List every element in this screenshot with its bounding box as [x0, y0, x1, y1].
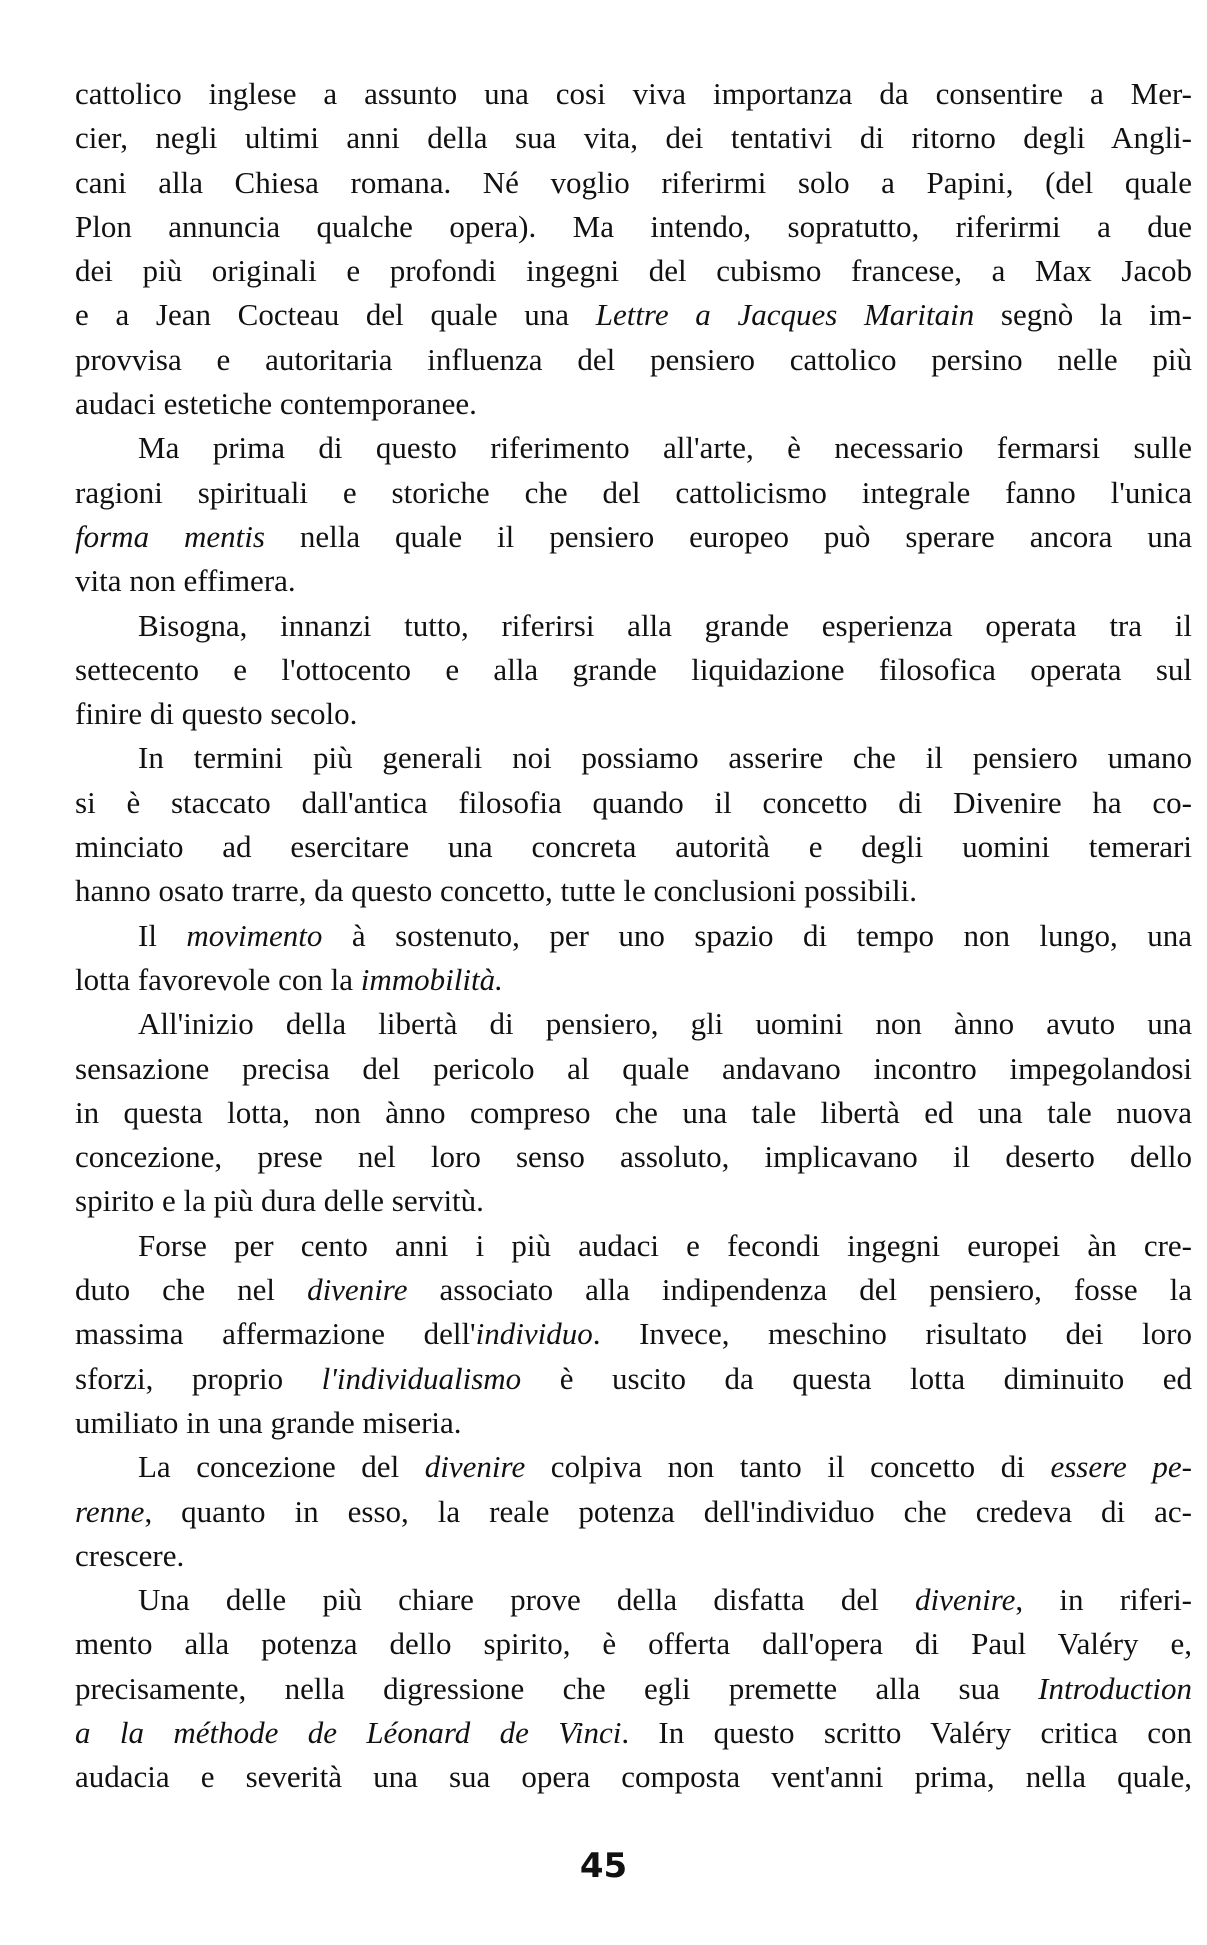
body-text: . Invece, meschino risultato dei loro	[592, 1316, 1192, 1352]
body-text: Il	[138, 917, 187, 953]
body-text: colpiva non tanto il concetto di	[525, 1449, 1051, 1485]
body-text: segnò la im-	[974, 297, 1193, 333]
body-text: si è staccato dall'antica filosofia quando il concetto di Divenire ha co-	[75, 784, 1192, 820]
body-text: Una delle più chiare prove della disfatta del	[138, 1582, 915, 1618]
italic-text: Lettre a Jacques Maritain	[595, 297, 975, 333]
body-text: duto che nel	[75, 1272, 308, 1308]
body-text: , in riferi-	[1015, 1582, 1192, 1618]
text-line	[75, 515, 1192, 559]
body-text: Bisogna, innanzi tutto, riferirsi alla grande esperienza operata tra il	[138, 607, 1192, 643]
text-line	[75, 559, 1192, 603]
italic-text: a la méthode de Léonard de Vinci	[75, 1714, 622, 1750]
text-line	[75, 72, 1192, 116]
body-text: crescere.	[75, 1537, 185, 1573]
body-text: precisamente, nella digressione che egli premette alla sua	[75, 1670, 1039, 1706]
text-line	[75, 205, 1192, 249]
body-text: massima affermazione dell'	[75, 1316, 476, 1352]
text-line	[75, 1179, 1192, 1223]
body-text: associato alla indipendenza del pensiero, fosse la	[407, 1272, 1192, 1308]
text-line	[75, 736, 1192, 780]
body-text: spirito e la più dura delle servitù.	[75, 1183, 484, 1219]
text-line	[75, 338, 1192, 382]
text-line	[75, 293, 1192, 337]
text-line	[75, 604, 1192, 648]
italic-text: individuo	[475, 1316, 593, 1352]
text-line	[75, 1224, 1192, 1268]
body-text: . In questo scritto Valéry critica con	[621, 1714, 1192, 1750]
text-line	[75, 869, 1192, 913]
text-line	[75, 648, 1192, 692]
body-text: hanno osato trarre, da questo concetto, tutte le conclusioni possibili.	[75, 873, 917, 909]
body-text: mento alla potenza dello spirito, è offerta dall'opera di Paul Valéry e,	[75, 1626, 1192, 1662]
text-line	[75, 161, 1192, 205]
body-text: La concezione del	[138, 1449, 425, 1485]
body-text: finire di questo secolo.	[75, 696, 358, 732]
text-line	[75, 1312, 1192, 1356]
body-text: minciato ad esercitare una concreta autorità e degli uomini temerari	[75, 829, 1192, 865]
body-text: vita non effimera.	[75, 563, 296, 599]
text-line	[75, 958, 1192, 1002]
body-text: cattolico inglese a assunto una cosi viva importanza da consentire a Mer-	[75, 76, 1192, 111]
body-text: All'inizio della libertà di pensiero, gli uomini non ànno avuto una	[138, 1006, 1192, 1042]
text-line	[75, 249, 1192, 293]
italic-text: Introduction	[1038, 1670, 1192, 1706]
text-line	[75, 781, 1192, 825]
italic-text: divenire	[424, 1449, 526, 1485]
body-text: cani alla Chiesa romana. Né voglio riferirmi solo a Papini, (del quale	[75, 164, 1192, 200]
text-line	[75, 1357, 1192, 1401]
text-line	[75, 1268, 1192, 1312]
body-text: lotta favorevole con la	[75, 961, 361, 997]
text-line	[75, 1622, 1192, 1666]
body-text: sensazione precisa del pericolo al quale andavano incontro impegolandosi	[75, 1050, 1192, 1086]
text-line	[75, 382, 1192, 426]
italic-text: immobilità.	[360, 961, 503, 997]
text-line	[75, 1667, 1192, 1711]
body-text: nella quale il pensiero europeo può sperare ancora una	[264, 518, 1193, 554]
italic-text: essere pe-	[1050, 1449, 1192, 1485]
text-line	[75, 1711, 1192, 1755]
body-text: provvisa e autoritaria influenza del pensiero cattolico persino nelle più	[75, 341, 1192, 377]
text-line	[75, 1445, 1192, 1489]
body-text: audacia e severità una sua opera composta vent'anni prima, nella quale,	[75, 1759, 1192, 1795]
text-line	[75, 1490, 1192, 1534]
italic-text: divenire	[914, 1582, 1016, 1618]
page-number: 45	[579, 1846, 628, 1886]
text-line	[75, 471, 1192, 515]
italic-text: forma mentis	[75, 518, 265, 554]
text-line	[75, 825, 1192, 869]
body-text: audaci estetiche contemporanee.	[75, 386, 477, 422]
body-text: à sostenuto, per uno spazio di tempo non lungo, una	[322, 917, 1193, 953]
italic-text: divenire	[307, 1272, 408, 1308]
text-line	[75, 1578, 1192, 1622]
text-line	[75, 1091, 1192, 1135]
body-text: ragioni spirituali e storiche che del cattolicismo integrale fanno l'unica	[75, 474, 1192, 510]
text-line	[75, 116, 1192, 160]
body-text: , quanto in esso, la reale potenza dell'individuo che credeva di ac-	[144, 1493, 1192, 1529]
body-text: cier, negli ultimi anni della sua vita, dei tentativi di ritorno degli Angli-	[75, 120, 1192, 156]
page-body	[75, 72, 1192, 1800]
text-line	[75, 426, 1192, 470]
body-text: Ma prima di questo riferimento all'arte, è necessario fermarsi sulle	[138, 430, 1192, 466]
text-line	[75, 1135, 1192, 1179]
text-line	[75, 914, 1192, 958]
body-text: In termini più generali noi possiamo asserire che il pensiero umano	[138, 740, 1192, 776]
italic-text: renne	[75, 1493, 145, 1529]
body-text: settecento e l'ottocento e alla grande liquidazione filosofica operata sul	[75, 651, 1192, 687]
text-line	[75, 1534, 1192, 1578]
body-text: in questa lotta, non ànno compreso che una tale libertà ed una tale nuova	[75, 1094, 1192, 1130]
text-line	[75, 692, 1192, 736]
italic-text: l'individualismo	[321, 1360, 522, 1396]
body-text: dei più originali e profondi ingegni del cubismo francese, a Max Jacob	[75, 253, 1192, 289]
text-line	[75, 1401, 1192, 1445]
body-text: Forse per cento anni i più audaci e fecondi ingegni europei àn cre-	[138, 1227, 1192, 1263]
body-text: concezione, prese nel loro senso assoluto, implicavano il deserto dello	[75, 1139, 1192, 1175]
text-line	[75, 1047, 1192, 1091]
body-text: è uscito da questa lotta diminuito ed	[521, 1360, 1193, 1396]
italic-text: movimento	[186, 917, 323, 953]
text-line	[75, 1002, 1192, 1046]
text-line	[75, 1755, 1192, 1799]
body-text: Plon annuncia qualche opera). Ma intendo, sopratutto, riferirmi a due	[75, 208, 1192, 244]
body-text: sforzi, proprio	[75, 1360, 322, 1396]
body-text: e a Jean Cocteau del quale una	[75, 297, 596, 333]
body-text: umiliato in una grande miseria.	[75, 1404, 462, 1440]
